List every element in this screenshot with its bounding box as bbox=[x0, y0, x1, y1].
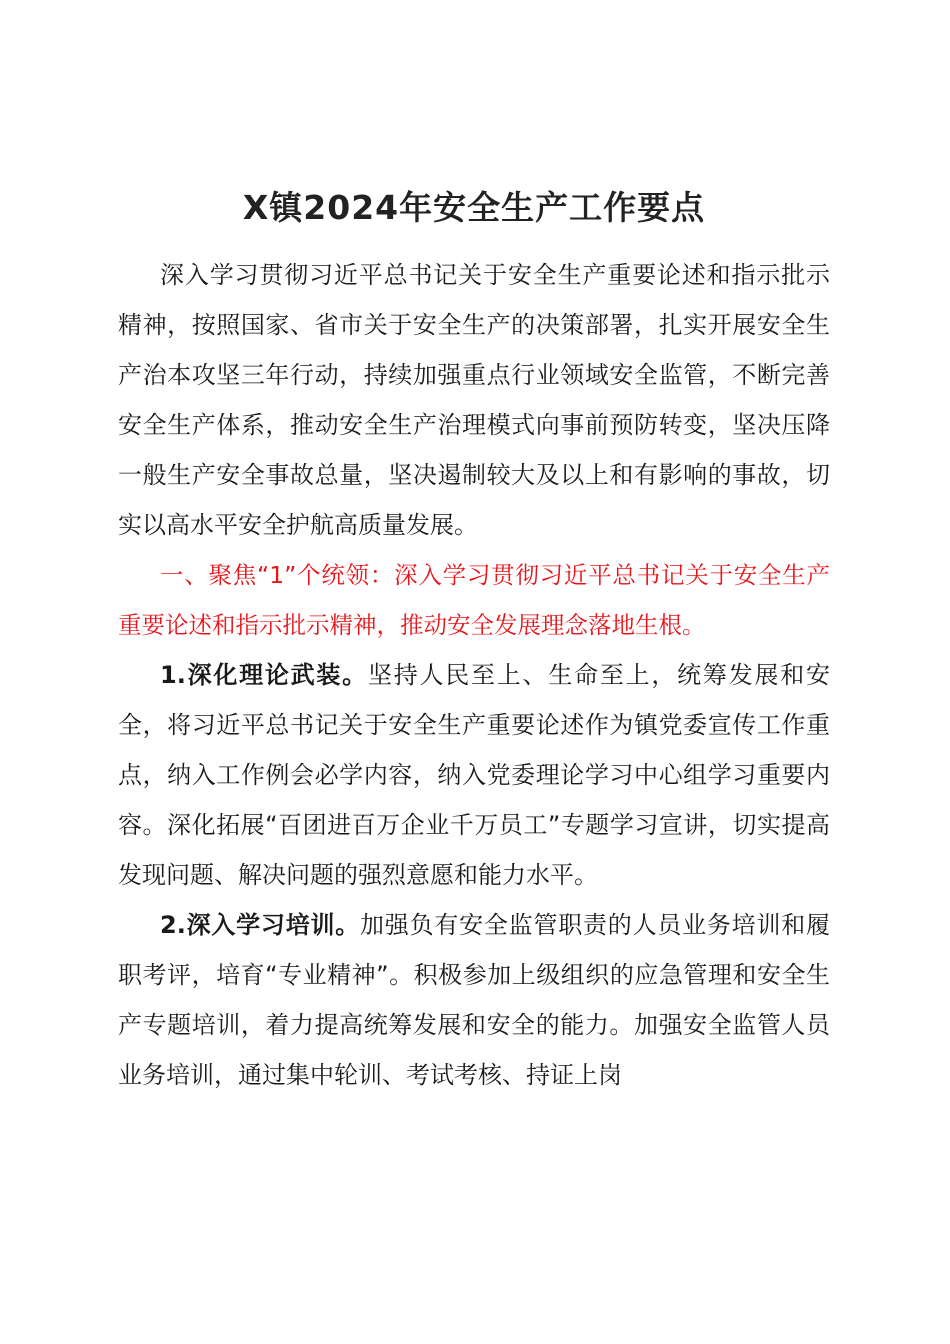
item-lead-1: 1.深化理论武装。 bbox=[160, 661, 368, 689]
intro-paragraph: 深入学习贯彻习近平总书记关于安全生产重要论述和指示批示精神，按照国家、省市关于安全生产的决策部署，扎实开展安全生产治本攻坚三年行动，持续加强重点行业领域安全监管，不断完善安全生产体系，推动安全生产治理模式向事前预防转变，坚决压降一般生产安全事故总量，坚决遏制较大及以上和有影响的事故，切实以高水平安全护航高质量发展。 bbox=[118, 261, 830, 539]
document-page bbox=[118, 182, 830, 1100]
item-paragraph-1 bbox=[118, 650, 830, 900]
item-paragraph-2 bbox=[118, 900, 830, 1100]
item-lead-2: 2.深入学习培训。 bbox=[160, 911, 361, 939]
item-body-1: 坚持人民至上、生命至上，统筹发展和安全，将习近平总书记关于安全生产重要论述作为镇党委宣传工作重点，纳入工作例会必学内容，纳入党委理论学习中心组学习重要内容。深化拓展“百团进百万企业千万员工”专题学习宣讲，切实提高发现问题、解决问题的强烈意愿和能力水平。 bbox=[118, 661, 830, 889]
section-heading-1: 一、聚焦“1”个统领：深入学习贯彻习近平总书记关于安全生产重要论述和指示批示精神，推动安全发展理念落地生根。 bbox=[118, 561, 830, 639]
item-body-2: 加强负有安全监管职责的人员业务培训和履职考评，培育“专业精神”。积极参加上级组织的应急管理和安全生产专题培训，着力提高统筹发展和安全的能力。加强安全监管人员业务培训，通过集中轮训、考试考核、持证上岗 bbox=[118, 911, 830, 1089]
document-title: X镇2024年安全生产工作要点 bbox=[242, 188, 706, 227]
